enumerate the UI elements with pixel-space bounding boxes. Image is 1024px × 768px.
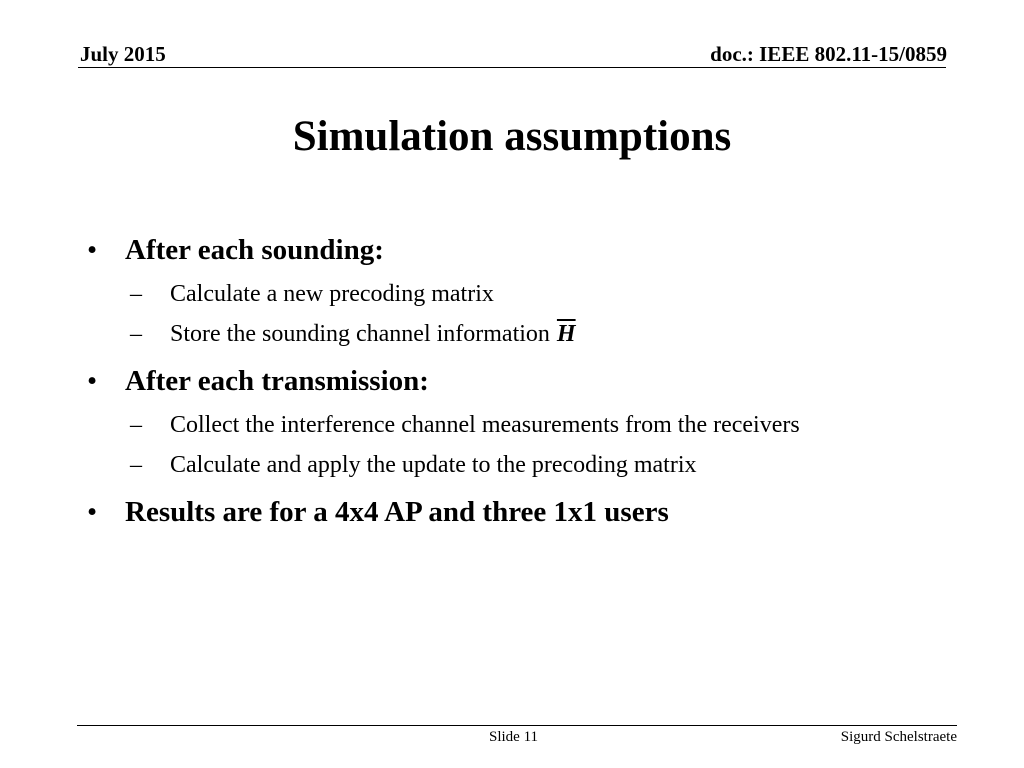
bullet-after-transmission <box>87 365 429 398</box>
bullet-text: Results are for a 4x4 AP and three 1x1 users <box>125 496 669 528</box>
h-bar-symbol: $\overline{H}$ <box>556 321 576 347</box>
footer-divider <box>77 725 957 726</box>
header-date: July 2015 <box>80 42 166 66</box>
dash-glyph: – <box>130 281 142 307</box>
subitem-text: Store the sounding channel information <box>170 321 550 347</box>
bullet-glyph: • <box>87 365 98 397</box>
bullet-text: After each transmission: <box>125 365 429 397</box>
subitem-text: Calculate a new precoding matrix <box>170 281 494 307</box>
subitem-calculate-precoding <box>130 281 494 308</box>
dash-glyph: – <box>130 321 142 347</box>
subitem-text: Collect the interference channel measurements from the receivers <box>170 412 800 438</box>
bullet-text: After each sounding: <box>125 234 384 266</box>
bullet-glyph: • <box>87 496 98 528</box>
header-doc-id: doc.: IEEE 802.11-15/0859 <box>710 42 947 66</box>
footer-author: Sigurd Schelstraete <box>840 729 957 745</box>
subitem-collect-interference <box>130 412 800 439</box>
dash-glyph: – <box>130 452 142 478</box>
dash-glyph: – <box>130 412 142 438</box>
bullet-glyph: • <box>87 234 98 266</box>
subitem-apply-update <box>130 452 697 479</box>
subitem-store-channel-info <box>130 321 576 348</box>
bullet-after-sounding <box>87 234 384 267</box>
subitem-text: Calculate and apply the update to the precoding matrix <box>170 452 697 478</box>
bullet-results <box>87 496 669 529</box>
slide-title: Simulation assumptions <box>292 113 732 160</box>
footer-slide-number: Slide 11 <box>489 729 539 745</box>
